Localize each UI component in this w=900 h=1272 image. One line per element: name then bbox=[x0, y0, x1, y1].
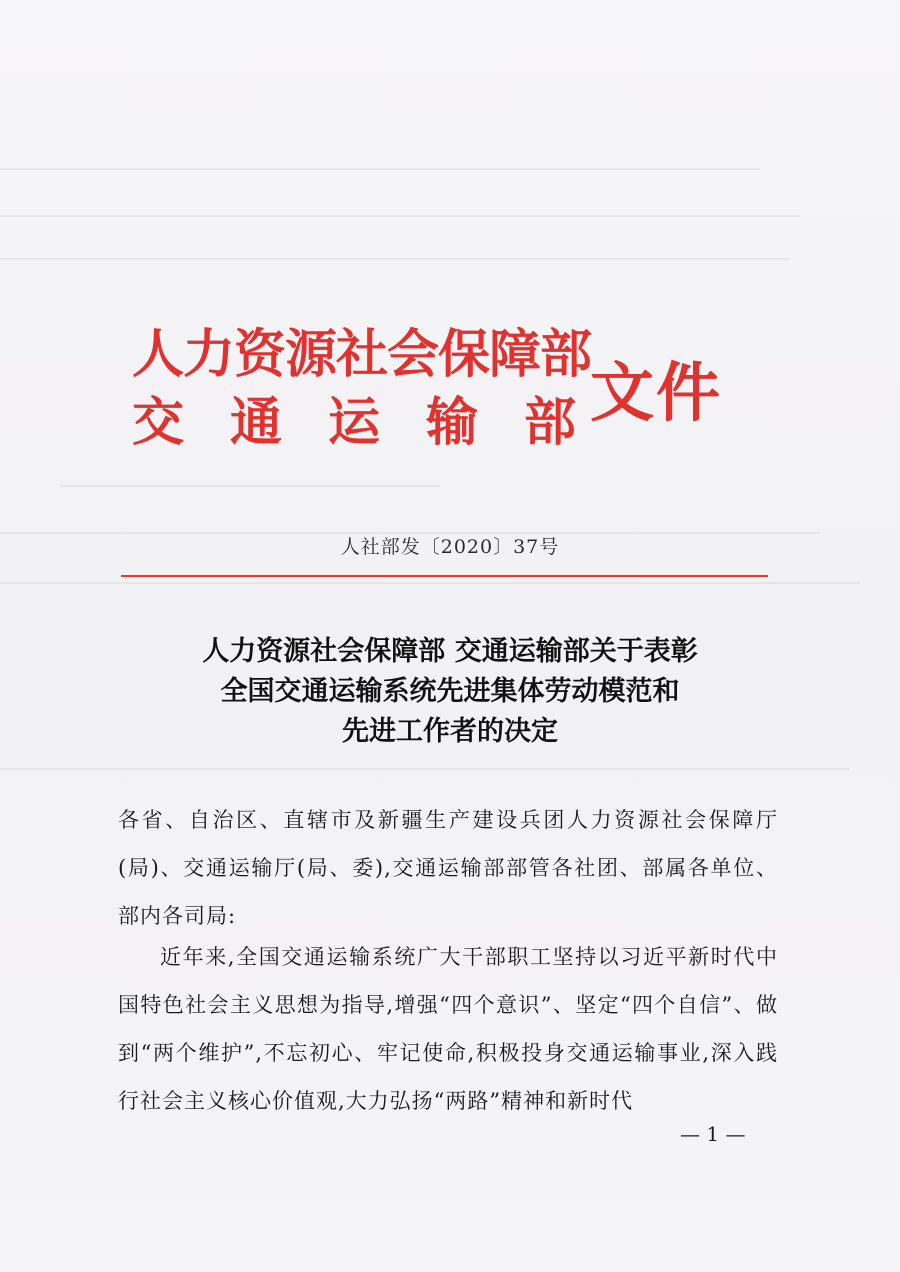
document-number: 人社部发〔2020〕37号 bbox=[340, 536, 560, 558]
bleed-through-line bbox=[0, 168, 760, 170]
bleed-through-line bbox=[0, 215, 800, 217]
title-line-2: 全国交通运输系统先进集体劳动模范和 bbox=[220, 676, 680, 707]
issuer-name-1: 人力资源社会保障部 bbox=[132, 324, 592, 385]
issuer-name-2: 交通运输部 bbox=[132, 392, 623, 453]
bleed-through-line bbox=[0, 258, 790, 260]
bleed-through-line bbox=[0, 582, 860, 584]
document-title bbox=[0, 632, 900, 752]
bleed-through-line bbox=[0, 768, 850, 770]
title-line-3: 先进工作者的决定 bbox=[342, 716, 558, 747]
red-divider bbox=[121, 575, 768, 577]
title-line-1: 人力资源社会保障部 交通运输部关于表彰 bbox=[202, 636, 698, 667]
document-type: 文件 bbox=[590, 356, 722, 431]
page-number: — 1 — bbox=[680, 1122, 746, 1146]
issuer-header bbox=[132, 300, 742, 453]
body-paragraph: 近年来,全国交通运输系统广大干部职工坚持以习近平新时代中国特色社会主义思想为指导,增强“四个意识”、坚定“四个自信”、做到“两个维护”,不忘初心、牢记使命,积极投身交通运输事业,深入践行社会主义核心价值观,大力弘扬“两路”精神和新时代 bbox=[118, 945, 778, 1113]
addressee: 各省、自治区、直辖市及新疆生产建设兵团人力资源社会保障厅(局)、交通运输厅(局、委),交通运输部部管各社团、部属各单位、部内各司局: bbox=[118, 808, 778, 928]
bleed-through-line bbox=[60, 485, 440, 487]
